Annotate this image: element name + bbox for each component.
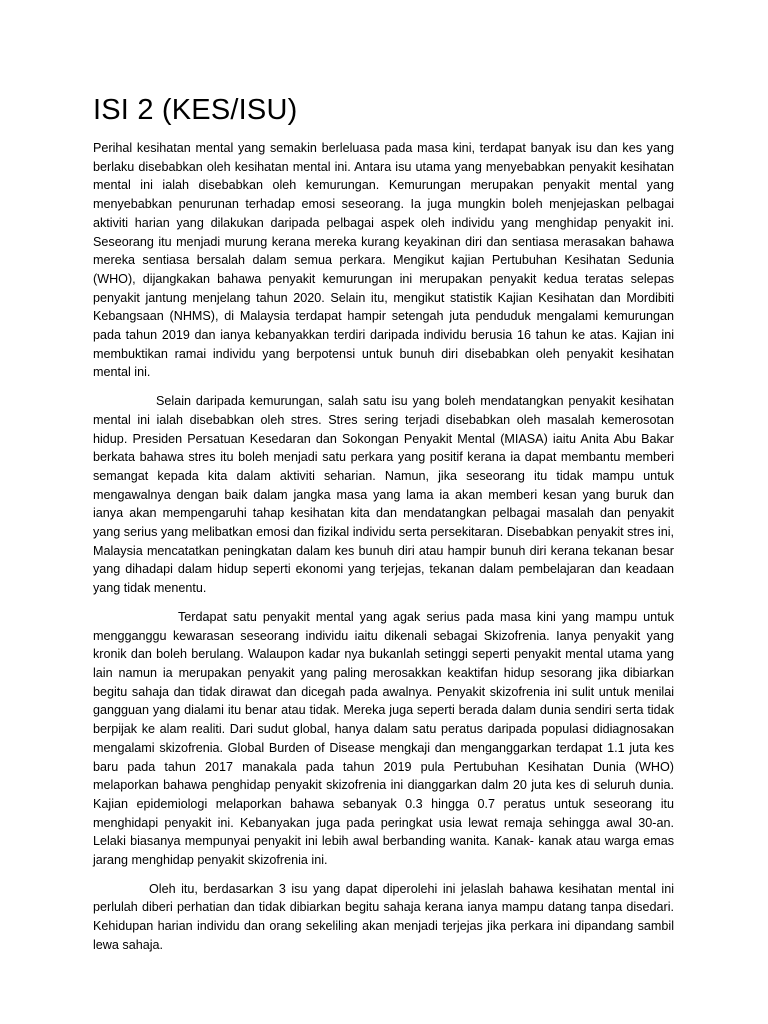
paragraph-schizophrenia: Terdapat satu penyakit mental yang agak serius pada masa kini yang mampu untuk mengganggu kewarasan seseorang individu iaitu dikenali sebagai Skizofrenia. Ianya penyakit yang kronik dan boleh berulang. Walaupon kadar nya bukanlah setinggi seperti penyakit mental utama yang lain namun ia merupakan penyakit yang paling merosakkan keaktifan hidup sesorang jika dibiarkan begitu sahaja dan tidak dirawat dan dicegah pada awalnya. Penyakit skizofrenia ini sulit untuk menilai gangguan yang dialami itu benar atau tidak. Mereka juga seperti berada dalam dunia sendiri serta tidak berpijak ke alam realiti. Dari sudut global, hanya dalam satu peratus daripada populasi didiagnosakan mengalami skizofrenia. Global Burden of Disease mengkaji dan menganggarkan terdapat 1.1 juta kes baru pada tahun 2017 manakala pada tahun 2019 pula Pertubuhan Kesihatan Dunia (WHO) melaporkan bahawa penghidap penyakit skizofrenia ini dianggarkan dalm 20 juta kes di seluruh dunia. Kajian epidemiologi melaporkan bahawa sebanyak 0.3 hingga 0.7 peratus untuk seseorang itu menghidapi penyakit ini. Kebanyakan juga pada peringkat usia lewat remaja sehingga awal 30-an. Lelaki biasanya mempunyai penyakit ini lebih awal berbanding wanita. Kanak- kanak atau warga emas jarang menghidap penyakit skizofrenia ini. (93, 609, 674, 868)
document-title: ISI 2 (KES/ISU) (93, 94, 298, 126)
paragraph-conclusion: Oleh itu, berdasarkan 3 isu yang dapat diperolehi ini jelaslah bahawa kesihatan mental ini perlulah diberi perhatian dan tidak dibiarkan begitu sahaja kerana ianya mampu datang tanpa disedari. Kehidupan harian individu dan orang sekeliling akan menjadi terjejas jika perkara ini dipandang sambil lewa sahaja. (93, 881, 674, 952)
paragraph-stress: Selain daripada kemurungan, salah satu isu yang boleh mendatangkan penyakit kesihatan mental ini ialah disebabkan oleh stres. Stres sering terjadi disebabkan oleh masalah kemerosotan hidup. Presiden Persatuan Kesedaran dan Sokongan Penyakit Mental (MIASA) iaitu Anita Abu Bakar berkata bahawa stres itu boleh menjadi satu perkara yang positif kerana ia dapat membantu memberi semangat kepada kita dalam aktiviti seharian. Namun, jika seseorang itu tidak mampu untuk mengawalnya dengan baik dalam jangka masa yang lama ia akan memberi kesan yang buruk dan ianya akan mempengaruhi tahap kesihatan kita dan mendatangkan pelbagai masalah dan penyakit yang serius yang melibatkan emosi dan fizikal individu serta persekitaran. Disebabkan penyakit stres ini, Malaysia mencatatkan peningkatan dalam kes bunuh diri atau hampir bunuh diri kerana tekanan besar yang dihadapi dalam hidup seperti ekonomi yang terjejas, tekanan dalam pembelajaran dan keadaan yang tidak menentu. (93, 394, 675, 596)
paragraph-depression: Perihal kesihatan mental yang semakin berleluasa pada masa kini, terdapat banyak isu dan kes yang berlaku disebabkan oleh kesihatan mental ini. Antara isu utama yang menyebabkan penyakit kesihatan mental ini ialah disebabkan oleh kemurungan. Kemurungan merupakan penyakit mental yang menyebabkan penurunan terhadap emosi seseorang. Ia juga mungkin boleh menjejaskan pelbagai aktiviti harian yang dilakukan daripada pelbagai aspek oleh individu yang menghidap penyakit ini. Seseorang itu menjadi murung kerana mereka kurang keyakinan diri dan sentiasa merasakan bahawa mereka sentiasa bersalah dalam semua perkara. Mengikut kajian Pertubuhan Kesihatan Sedunia (WHO), dijangkakan bahawa penyakit kemurungan ini merupakan penyakit kedua teratas selepas penyakit jantung menjelang tahun 2020. Selain itu, mengikut statistik Kajian Kesihatan dan Mordibiti Kebangsaan (NHMS), di Malaysia terdapat hampir setengah juta penduduk mengalami kemurungan pada tahun 2019 dan ianya kebanyakkan terdiri daripada individu berusia 16 tahun ke atas. Kajian ini membuktikan ramai individu yang berpotensi untuk bunuh diri disebabkan oleh penyakit kesihatan mental ini. (93, 141, 674, 380)
document-page (93, 92, 674, 965)
